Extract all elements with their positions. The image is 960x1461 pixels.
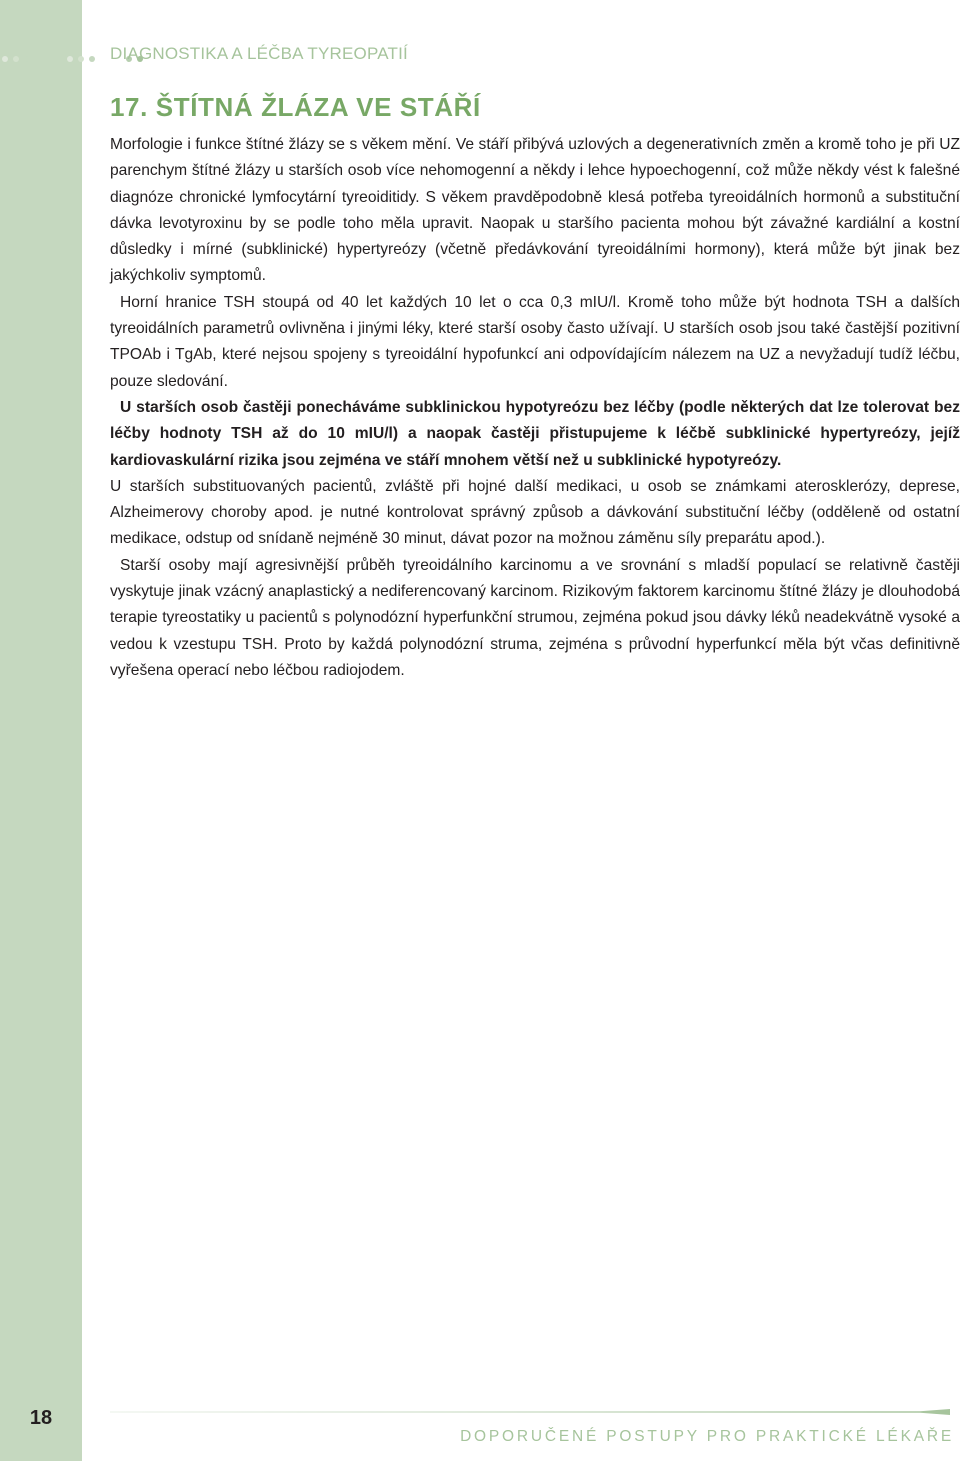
body-text — [110, 132, 960, 684]
left-margin-band — [0, 0, 82, 1461]
footer-divider-line — [110, 1409, 950, 1415]
dot — [89, 56, 95, 62]
paragraph-carcinoma: Starší osoby mají agresivnější průběh tyreoidálního karcinomu a ve srovnání s mladší populací se relativně častěji vyskytuje jinak vzácný anaplastický a nediferencovaný karcinom. Rizikovým faktorem karcinomu štítné žlázy je dlouhodobá terapie tyreostatiky u pacientů s polynodózní hyperfunkční strumou, zejména pokud jsou dávky léků neadekvátně vysoké a vedou k vzestupu TSH. Proto by každá polynodózní struma, zejména s průvodní hyperfunkcí měla být včas definitivně vyřešena operací nebo léčbou radiojodem. — [110, 556, 960, 679]
running-head: DIAGNOSTIKA A LÉČBA TYREOPATIÍ — [110, 44, 408, 63]
paragraph-substitution: U starších substituovaných pacientů, zvláště při hojné další medikaci, u osob se známkami aterosklerózy, deprese, Alzheimerovy choroby apod. je nutné kontrolovat správný způsob a dávkování substituční léčby (odděleně od ostatní medikace, odstup od snídaně nejméně 30 minut, dávat pozor na možnou záměnu síly preparátu apod.). — [110, 477, 960, 548]
paragraph-tsh-limits: Horní hranice TSH stoupá od 40 let každých 10 let o cca 0,3 mIU/l. Kromě toho může být hodnota TSH a dalších tyreoidálních parametrů ovlivněna i jinými léky, které starší osoby často užívají. U starších osob jsou také častější pozitivní TPOAb i TgAb, které nejsou spojeny s tyreoidální hypofunkcí ani odpovídajícím nálezem na UZ a nevyžadují tudíž léčbu, pouze sledování. — [110, 293, 960, 390]
chapter-title: 17. ŠTÍTNÁ ŽLÁZA VE STÁŘÍ — [110, 92, 481, 122]
dot — [2, 56, 8, 62]
paragraph-subclinical-key-point: U starších osob častěji ponecháváme subklinickou hypotyreózu bez léčby (podle některých dat lze tolerovat bez léčby hodnoty TSH až do 10 mIU/l) a naopak častěji přistupujeme k léčbě subklinické hypertyreózy, jejíž kardiovaskulární rizika jsou zejména ve stáří mnohem větší než u subklinické hypotyreózy. — [110, 398, 960, 469]
page-number: 18 — [29, 1407, 53, 1429]
dot — [13, 56, 19, 62]
paragraph-morphology: Morfologie i funkce štítné žlázy se s věkem mění. Ve stáří přibývá uzlových a degenerativních změn a kromě toho je při UZ parenchym štítné žlázy u starších osob více nehomogenní a někdy i lehce hypoechogenní, což může někdy vést k falešné diagnóze chronické lymfocytární tyreoiditidy. S věkem pravděpodobně klesá potřeba tyreoidálních hormonů a substituční dávka levotyroxinu by se podle toho měla upravit. Naopak u staršího pacienta mohou být závažné kardiální a kostní důsledky i mírné (subklinické) hypertyreózy (včetně předávkování tyreoidálními hormony), která může být jinak bez jakýchkoliv symptomů. — [110, 136, 960, 285]
publication-title: DOPORUČENÉ POSTUPY PRO PRAKTICKÉ LÉKAŘE — [460, 1428, 954, 1445]
dot — [24, 56, 30, 62]
dot — [67, 56, 73, 62]
dot — [78, 56, 84, 62]
